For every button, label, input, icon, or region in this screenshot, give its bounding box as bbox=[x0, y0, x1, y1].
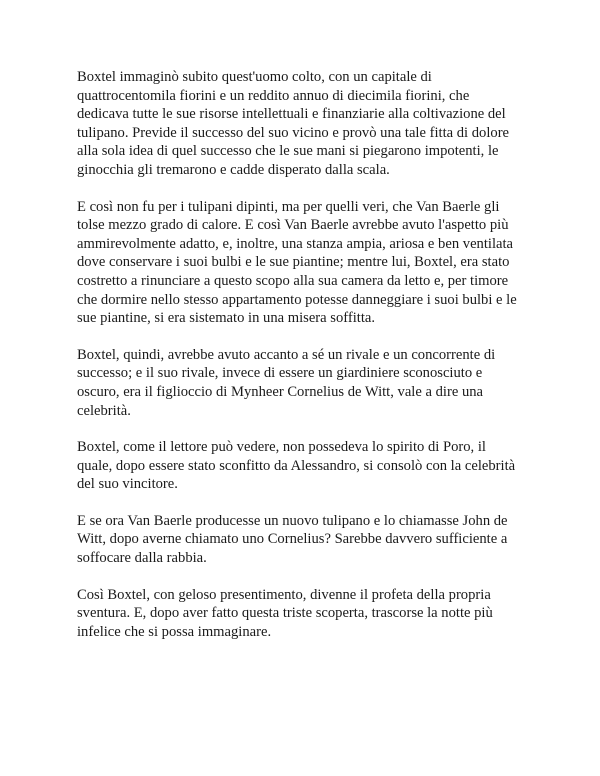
text-line: Boxtel immaginò subito quest'uomo colto, con un capitale di bbox=[77, 69, 432, 85]
text-line: Witt, dopo averne chiamato uno Cornelius? Sarebbe davvero sufficiente a bbox=[77, 531, 508, 548]
paragraph bbox=[77, 586, 537, 642]
paragraph bbox=[77, 346, 537, 420]
text-line: Boxtel, come il lettore può vedere, non possedeva lo spirito di Poro, il bbox=[77, 439, 486, 456]
text-line: alla sola idea di quel successo che le sue mani si piegarono impotenti, le bbox=[77, 143, 499, 160]
text-line: dedicava tutte le sue risorse intellettuali e finanziarie alla coltivazione del bbox=[77, 106, 506, 123]
text-line: ginocchia gli tremarono e cadde disperato dalla scala. bbox=[77, 161, 390, 178]
text-line: quattrocentomila fiorini e un reddito annuo di diecimila fiorini, che bbox=[77, 87, 470, 104]
text-line: sventura. E, dopo aver fatto questa triste scoperta, trascorse la notte più bbox=[77, 605, 493, 622]
text-line: Così Boxtel, con geloso presentimento, divenne il profeta della propria bbox=[77, 586, 491, 603]
text-line: Boxtel, quindi, avrebbe avuto accanto a sé un rivale e un concorrente di bbox=[77, 346, 496, 363]
text-line: dove conservare i suoi bulbi e le sue piantine; mentre lui, Boxtel, era stato bbox=[77, 254, 510, 271]
text-line: costretto a rinunciare a questo scopo alla sua camera da letto e, per timore bbox=[77, 272, 509, 289]
text-line: successo; e il suo rivale, invece di essere un giardiniere sconosciuto e bbox=[77, 365, 483, 382]
text-line: oscuro, era il figlioccio di Mynheer Cornelius de Witt, vale a dire una bbox=[77, 383, 484, 400]
text-line: tulipano. Previde il successo del suo vicino e provò una tale fitta di dolore bbox=[77, 124, 510, 141]
text-line: del suo vincitore. bbox=[77, 476, 178, 493]
text-line: che dormire nello stesso appartamento potesse danneggiare i suoi bulbi e le bbox=[77, 291, 517, 308]
text-line: E se ora Van Baerle producesse un nuovo tulipano e lo chiamasse John de bbox=[77, 512, 508, 529]
text-line: celebrità. bbox=[77, 402, 131, 419]
text-line: quale, dopo essere stato sconfitto da Alessandro, si consolò con la celebrità bbox=[77, 457, 516, 474]
text-line: ammirevolmente adatto, e, inoltre, una stanza ampia, ariosa e ben ventilata bbox=[77, 235, 514, 252]
document-body bbox=[77, 68, 537, 659]
text-line: sue piantine, si era sistemato in una misera soffitta. bbox=[77, 310, 376, 327]
paragraph bbox=[77, 198, 537, 328]
text-line: tolse mezzo grado di calore. E così Van Baerle avrebbe avuto l'aspetto più bbox=[77, 217, 509, 234]
paragraph bbox=[77, 512, 537, 568]
paragraph bbox=[77, 68, 537, 180]
text-line: infelice che si possa immaginare. bbox=[77, 623, 272, 640]
paragraph bbox=[77, 438, 537, 494]
text-line: E così non fu per i tulipani dipinti, ma per quelli veri, che Van Baerle gli bbox=[77, 198, 500, 215]
text-line: soffocare dalla rabbia. bbox=[77, 550, 207, 567]
